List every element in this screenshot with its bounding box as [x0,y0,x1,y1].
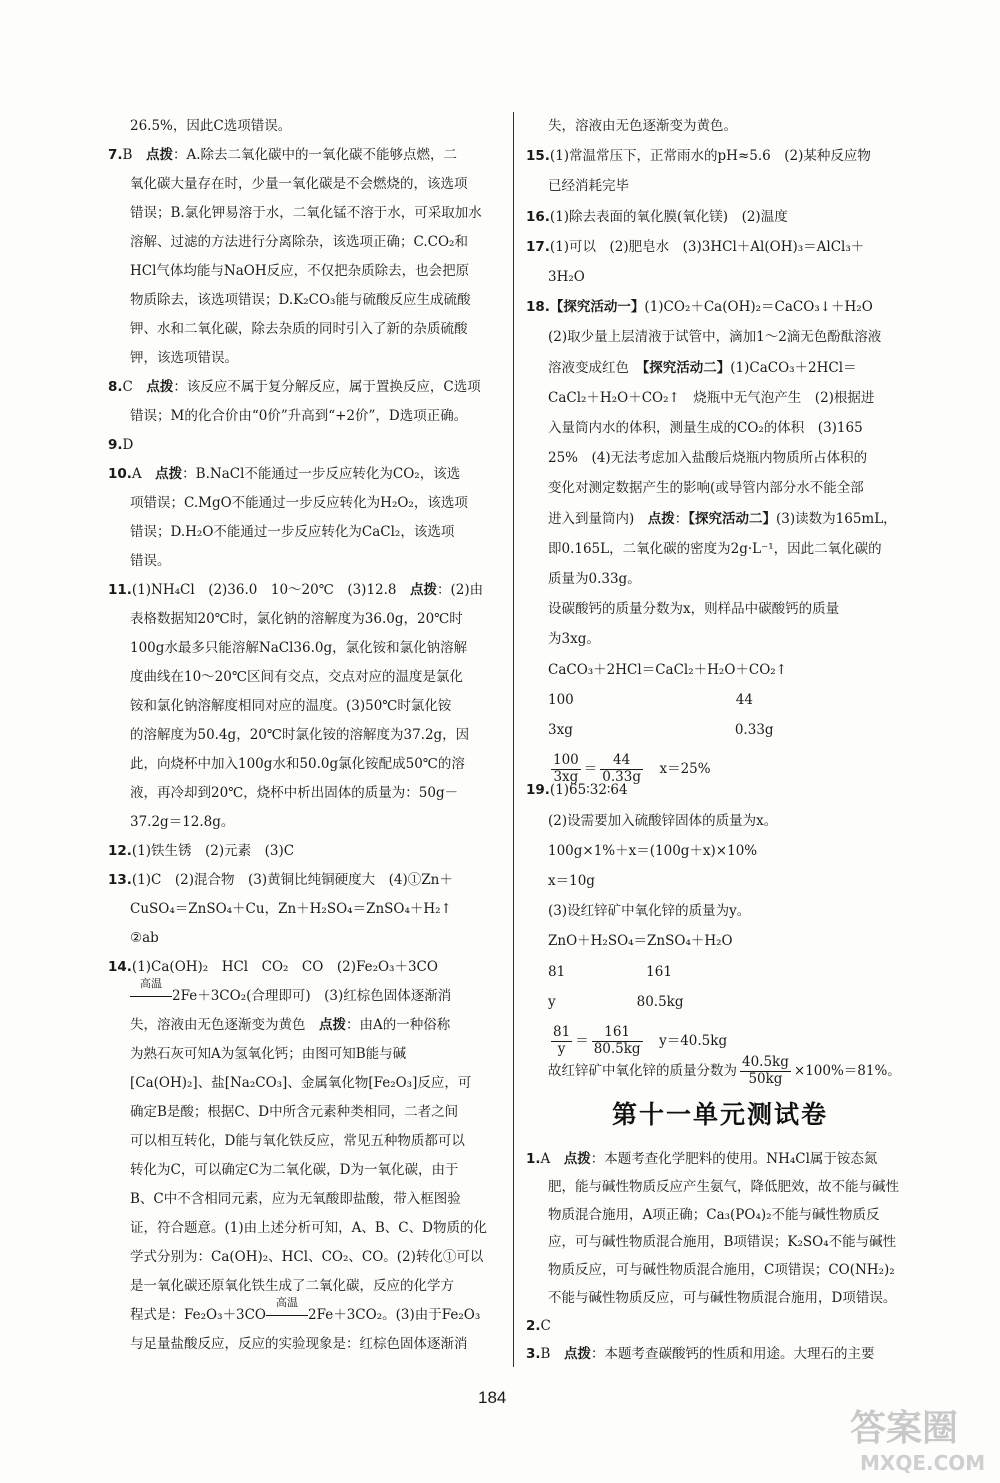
line-text: [Ca(OH)₂]、盐[Na₂CO₃]、金属氧化物[Fe₂O₃]反应，可 [130,1075,472,1091]
line-text: 100 44 [548,691,753,708]
right-column [526,0,951,1400]
text-line [548,389,875,406]
watermark-logo [842,1396,992,1476]
answer-item [526,150,871,164]
text-line [130,323,468,337]
text-line [130,526,454,540]
text-line [130,816,234,830]
text-line [548,603,839,617]
text-line [548,754,711,784]
answer-item [108,468,460,482]
text-line [548,812,778,829]
text-line [130,1280,454,1294]
text-line [130,555,171,569]
line-text: (1)Ca(OH)₂ HCl CO₂ CO (2)Fe₂O₃＋3CO [131,959,438,975]
line-text: 学式分别为：Ca(OH)₂、HCl、CO₂、CO。(2)转化①可以 [130,1249,484,1265]
text-line [130,903,452,917]
line-text: $\frac{81}{y}$ ＝ $\frac{161}{80.5kg}$ y＝40.5kg [553,1024,728,1057]
line-text: 转化为C，可以确定C为二氧化碳，D为一氧化碳，由于 [130,1162,459,1178]
line-text: 物质反应，可与碱性物质混合施用，C项错误；CO(NH₂)₂ [548,1262,895,1279]
text-line [548,875,595,889]
line-text: y 80.5kg [548,993,684,1010]
line-text: D [122,437,134,453]
text-line [130,613,463,627]
item-number: 11. [108,582,132,598]
answer-item [526,1317,551,1334]
line-text: 氧化碳大量存在时，少量一氧化碳是不会燃烧的，该选项 [130,176,468,192]
text-line [130,1296,481,1323]
line-text: 表格数据知20℃时，氯化钠的溶解度为36.0g，20℃时 [130,611,463,627]
line-text: 项错误；C.MgO不能通过一步反应转化为H₂O₂，该选项 [130,495,468,511]
line-text: 度曲线在10～20℃区间有交点，交点对应的温度是氯化 [130,669,463,685]
line-text: 应，可与碱性物质混合施用，B项错误；K₂SO₄不能与碱性 [548,1234,897,1251]
answer-item [526,1345,875,1362]
text-line [130,700,451,714]
text-line [130,497,468,511]
item-number: 14. [108,959,132,975]
watermark-url: MXQE.COM [860,1451,986,1475]
line-text: 即0.165L，二氧化碳的密度为2g·L⁻¹，因此二氧化碳的 [548,540,882,557]
text-line [548,724,774,738]
text-line [130,932,159,946]
line-text: ②ab [130,930,159,946]
item-number: 10. [108,466,132,482]
line-text: 错误；B.氯化钾易溶于水，二氧化锰不溶于水，可采取加水 [130,205,482,221]
line-text: 液，再冷却到20℃，烧杯中析出固体的质量为：50g－ [130,785,459,801]
line-text: 肥，能与碱性物质反应产生氨气，降低肥效，故不能与碱性 [548,1178,899,1195]
line-text: 溶解、过滤的方法进行分离除杂，该选项正确；C.CO₂和 [130,234,468,250]
answer-item [526,1153,877,1167]
line-text: 进入到量筒内) 点拨：【探究活动二】(3)读数为165mL， [548,510,897,527]
answer-item [526,208,788,225]
line-text: 溶液变成红色 【探究活动二】(1)CaCO₃＋2HCl＝ [548,359,857,376]
text-line [548,271,585,285]
line-text: (1)铁生锈 (2)元素 (3)C [131,843,295,859]
line-text: 变化对测定数据产生的影响(或导管内部分水不能全部 [548,480,864,497]
item-number: 16. [526,208,550,225]
text-line [130,178,468,192]
item-number: 12. [108,843,132,859]
line-text: 是一氧化碳还原氧化铁生成了二氧化碳，反应的化学方 [130,1278,454,1294]
text-line [130,1338,468,1352]
line-text: B 点拨：本题考查碳酸钙的性质和用途。大理石的主要 [540,1345,875,1362]
line-text: 确定B是酸；根据C、D中所含元素种类相同，二者之间 [130,1104,459,1120]
line-text: 失，溶液由无色逐渐变为黄色 点拨：由A的一种俗称 [130,1017,451,1033]
text-line [130,1222,487,1236]
text-line [130,1106,458,1120]
answer-item [108,845,294,859]
text-line [130,1164,458,1178]
line-text: 错误；D.H₂O不能通过一步反应转化为CaCl₂，该选项 [130,524,455,540]
text-line [130,294,470,308]
line-text: 的溶解度为50.4g，20℃时氯化铵的溶解度为37.2g，因 [130,727,470,743]
text-line [548,180,629,194]
line-text: (2)设需要加入硫酸锌固体的质量为x。 [548,812,778,829]
text-line [130,642,467,656]
text-line [548,540,882,557]
text-line [548,633,600,647]
text-line [130,787,458,801]
line-text: (1)常温常压下，正常雨水的pH≈5.6 (2)某种反应物 [549,148,871,165]
line-text: 为熟石灰可知A为氢氧化钙；由图可知B能与碱 [130,1046,407,1062]
text-line [548,963,672,980]
text-line [130,410,467,424]
text-line [130,120,291,134]
section-title: 第十一单元测试卷 [612,1100,829,1129]
text-line [548,1026,727,1056]
line-text: 已经消耗完毕 [548,178,629,195]
line-text: 错误。 [130,553,171,569]
item-number: 9. [108,437,123,453]
line-text: B、C中不含相同元素，应为无氧酸即盐酸，带入框图验 [130,1191,461,1207]
line-text: C [540,1317,551,1334]
item-number: 1. [526,1151,541,1167]
text-line [130,671,463,685]
line-text: 故红锌矿中氧化锌的质量分数为 $\frac{40.5kg}{50kg}$ ×100%＝81%。 [548,1054,901,1087]
text-line [130,1077,471,1091]
item-number: 18. [526,299,550,316]
text-line [548,1056,901,1086]
watermark-text: 答案圈 [850,1408,959,1449]
text-line [548,510,897,527]
text-line [548,120,737,134]
text-line [130,758,465,772]
line-text: 37.2g＝12.8g。 [130,814,235,830]
line-text: C 点拨：该反应不属于复分解反应，属于置换反应，C选项 [122,379,481,395]
line-text: 入量筒内水的体积，测量生成的CO₂的体积 (3)165 [548,420,863,436]
text-line [130,207,482,221]
line-text: 程式是：Fe₂O₃＋3CO 高温 2Fe＋3CO₂。(3)由于Fe₂O₃ [130,1296,481,1323]
text-line [130,1048,406,1062]
item-number: 3. [526,1345,541,1362]
text-line [130,352,238,366]
line-text: 3xg 0.33g [548,722,774,738]
answer-item [108,584,483,598]
item-number: 17. [526,238,550,255]
line-text: 为3xg。 [548,631,600,648]
text-line [130,1193,461,1207]
item-number: 8. [108,379,123,395]
line-text: 100g水最多只能溶解NaCl36.0g，氯化铵和氯化钠溶解 [130,640,468,656]
line-text: 此，向烧杯中加入100g水和50.0g氯化铵配成50℃的溶 [130,756,465,772]
text-line [130,1135,465,1149]
item-number: 19. [526,782,550,799]
left-column [108,0,533,1400]
item-number: 2. [526,1317,541,1334]
text-line [130,265,469,279]
line-text: $\frac{100}{3xg}$ ＝ $\frac{44}{0.33g}$ x＝25% [553,752,711,785]
line-text: 物质混合施用，A项正确；Ca₃(PO₄)₂不能与碱性物质反 [548,1206,880,1223]
text-line [548,661,788,678]
line-text: CuSO₄＝ZnSO₄＋Cu，Zn＋H₂SO₄＝ZnSO₄＋H₂↑ [130,901,452,917]
line-text: 钾，该选项错误。 [130,350,238,366]
line-text: CaCl₂＋H₂O＋CO₂↑ 烧瓶中无气泡产生 (2)根据进 [548,389,875,406]
text-line [548,1292,896,1306]
column-divider [513,112,514,1367]
line-text: (1)可以 (2)肥皂水 (3)3HCl＋Al(OH)₃＝AlCl₃＋ [549,238,865,255]
line-text: 3H₂O [548,269,585,285]
answer-item [108,961,438,975]
text-line [130,236,468,250]
line-text: (1)65∶32∶64 [549,782,628,799]
line-text: (1)除去表面的氧化膜(氧化镁) (2)温度 [549,208,788,225]
text-line [548,482,864,496]
text-line [548,422,863,436]
line-text: HCl气体均能与NaOH反应，不仅把杂质除去，也会把原 [130,263,470,279]
line-text: 26.5%，因此C选项错误。 [130,118,292,134]
text-line [548,1178,899,1195]
line-text: (1)NH₄Cl (2)36.0 10～20℃ (3)12.8 点拨：(2)由 [131,582,484,598]
text-line [548,1264,895,1278]
answer-item [108,381,481,395]
line-text: 81 161 [548,963,672,980]
line-text: 质量为0.33g。 [548,571,641,587]
text-line [548,331,881,345]
line-text: CaCO₃＋2HCl＝CaCl₂＋H₂O＋CO₂↑ [548,661,788,678]
line-text: B 点拨：A.除去二氧化碳中的一氧化碳不能够点燃，二 [122,147,457,163]
line-text: 钾、水和二氧化碳，除去杂质的同时引入了新的杂质硫酸 [130,321,468,337]
line-text: 高温 2Fe＋3CO₂(合理即可) (3)红棕色固体逐渐消 [130,988,451,1004]
line-text: 25% (4)无法考虑加入盐酸后烧瓶内物质所占体积的 [548,450,868,467]
item-number: 7. [108,147,123,163]
line-text: 【探究活动一】(1)CO₂＋Ca(OH)₂＝CaCO₃↓＋H₂O [549,299,873,316]
answer-item [526,784,628,798]
text-line [548,1206,880,1223]
text-line [548,842,758,859]
answer-item [526,238,865,255]
text-line [548,359,857,376]
line-text: 可以相互转化，D能与氧化铁反应，常见五种物质都可以 [130,1133,465,1149]
line-text: ZnO＋H₂SO₄＝ZnSO₄＋H₂O [548,933,733,950]
text-line [548,573,641,587]
line-text: (1)C (2)混合物 (3)黄铜比纯铜硬度大 (4)①Zn＋ [131,872,453,888]
item-number: 15. [526,148,550,165]
text-line [548,452,867,466]
text-line [548,1236,896,1250]
line-text: 不能与碱性物质反应，可与碱性物质混合施用，D项错误。 [548,1290,897,1306]
line-text: 100g×1%＋x＝(100g＋x)×10% [548,842,758,859]
item-number: 13. [108,872,132,888]
line-text: A 点拨：B.NaCl不能通过一步反应转化为CO₂，该选 [131,466,461,482]
answer-item [108,439,133,453]
answer-item [526,301,873,315]
page-number: 184 [478,1388,507,1407]
line-text: 与足量盐酸反应，反应的实验现象是：红棕色固体逐渐消 [130,1336,468,1352]
line-text: (3)设红锌矿中氧化锌的质量为y。 [548,903,751,920]
line-text: 错误；M的化合价由“0价”升高到“+2价”，D选项正确。 [130,408,468,424]
text-line [130,1019,450,1033]
line-text: 证，符合题意。(1)由上述分析可知，A、B、C、D物质的化 [130,1220,487,1236]
text-line [548,935,733,949]
line-text: 失，溶液由无色逐渐变为黄色。 [548,118,737,134]
text-line [130,977,452,1004]
line-text: A 点拨：本题考查化学肥料的使用。NH₄Cl属于铵态氮 [540,1151,878,1167]
text-line [548,993,684,1010]
text-line [548,691,753,708]
line-text: 物质除去，该选项错误；D.K₂CO₃能与硫酸反应生成硫酸 [130,292,471,308]
answer-item [108,874,453,888]
text-line [130,729,469,743]
line-text: 设碳酸钙的质量分数为x，则样品中碳酸钙的质量 [548,601,840,618]
text-line [130,1251,483,1265]
line-text: (2)取少量上层清液于试管中，滴加1～2滴无色酚酞溶液 [548,329,882,346]
line-text: 铵和氯化钠溶解度相同对应的温度。(3)50℃时氯化铵 [130,698,452,714]
text-line [548,905,750,919]
line-text: x＝10g [548,873,595,889]
answer-item [108,149,457,163]
